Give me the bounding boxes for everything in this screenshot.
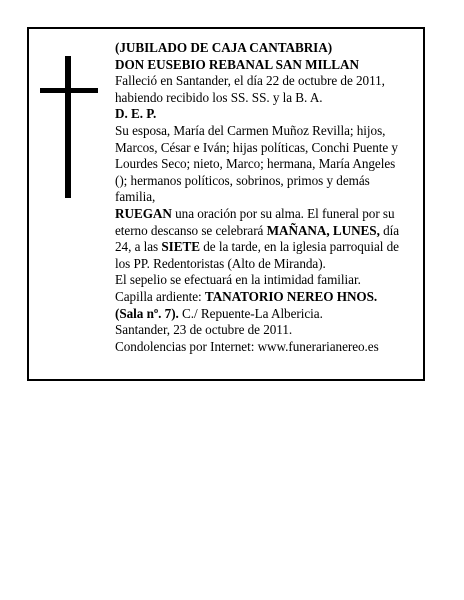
funeral-line-2-end: día <box>379 222 400 238</box>
burial-line: El sepelio se efectuará en la intimidad familiar. <box>115 272 361 288</box>
ruegan-rest: una oración por su alma. El funeral por su <box>171 205 395 221</box>
family-line-5: familia, <box>115 189 156 205</box>
family-line-3: Lourdes Seco; nieto, Marco; hermana, María Angeles <box>115 156 396 172</box>
funeral-hour: SIETE <box>161 239 200 255</box>
funeral-line-3-end: de la tarde, en la iglesia parroquial de <box>200 239 399 255</box>
chapel-name: TANATORIO NEREO HNOS. <box>204 288 378 304</box>
family-line-4: (); hermanos políticos, sobrinos, primos y demás <box>115 172 370 188</box>
obituary-text <box>115 40 419 355</box>
cross-icon <box>40 56 98 198</box>
family-line-1: Su esposa, María del Carmen Muñoz Revilla; hijos, <box>115 122 386 138</box>
cross-horizontal-bar <box>40 88 98 93</box>
header-line: (JUBILADO DE CAJA CANTABRIA) <box>115 40 333 55</box>
funeral-line-3-start: 24, a las <box>115 239 162 255</box>
chapel-label: Capilla ardiente: <box>115 288 205 304</box>
funeral-day: MAÑANA, LUNES, <box>266 222 380 238</box>
chapel-line <box>115 289 419 306</box>
cross-vertical-bar <box>65 56 71 198</box>
funeral-line-3 <box>115 239 419 256</box>
deceased-name: DON EUSEBIO REBANAL SAN MILLAN <box>115 56 359 72</box>
obituary-notice <box>27 27 425 381</box>
ruegan-line <box>115 206 419 223</box>
date-line: Santander, 23 de octubre de 2011. <box>115 322 293 338</box>
death-line-2: habiendo recibido los SS. SS. y la B. A. <box>115 89 323 105</box>
condolences-line: Condolencias por Internet: www.funerarianereo.es <box>115 338 379 354</box>
sala-line <box>115 306 419 323</box>
funeral-line-2 <box>115 223 419 240</box>
family-line-2: Marcos, César e Iván; hijas políticas, Conchi Puente y <box>115 139 398 155</box>
funeral-line-2-start: eterno descanso se celebrará <box>115 222 267 238</box>
sala-number: (Sala nº. 7). <box>115 305 179 321</box>
ruegan-word: RUEGAN <box>115 205 172 221</box>
death-line-1: Falleció en Santander, el día 22 de octubre de 2011, <box>115 73 385 89</box>
rip-line: D. E. P. <box>115 106 157 122</box>
funeral-line-4: los PP. Redentoristas (Alto de Miranda). <box>115 255 326 271</box>
sala-address: C./ Repuente-La Albericia. <box>178 305 323 321</box>
